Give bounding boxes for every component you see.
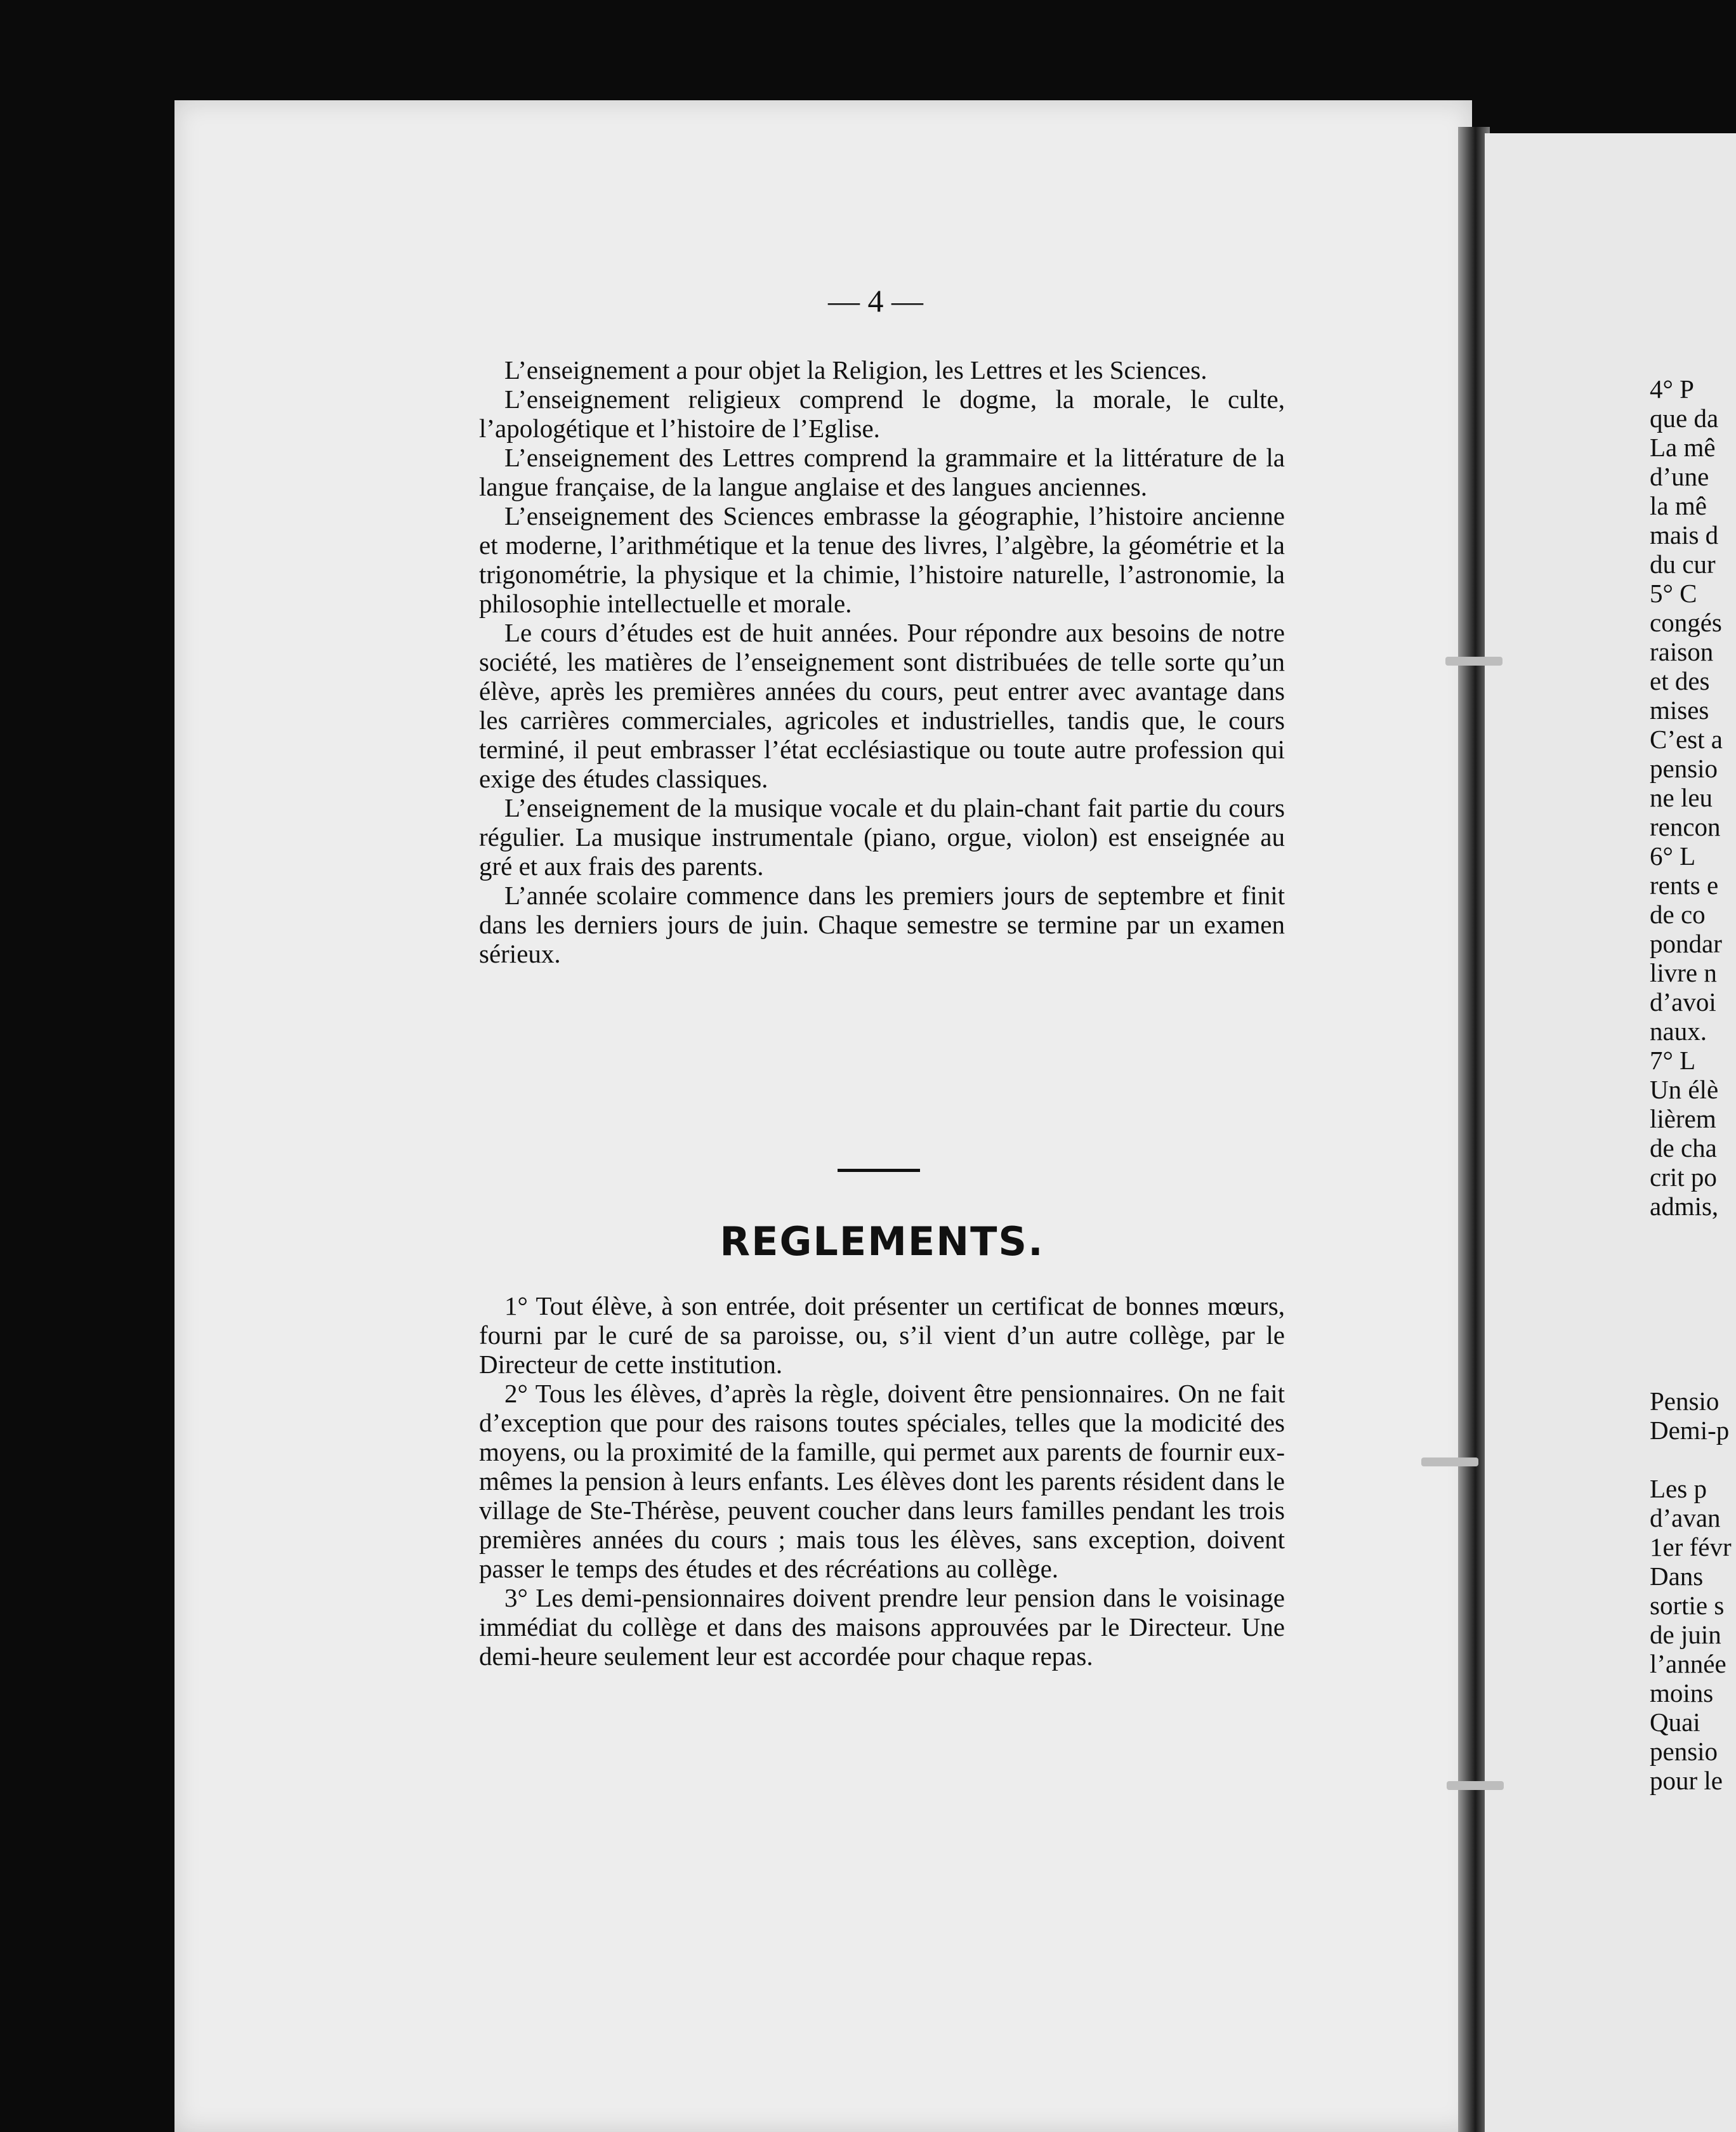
right-page-line: pour le [1650, 1766, 1723, 1795]
right-page-line: d’une [1650, 462, 1709, 491]
right-page-line: Les p [1650, 1474, 1707, 1503]
paragraph: L’enseignement a pour objet la Religion, les Lettres et les Sciences. [504, 355, 1207, 385]
paragraph: L’année scolaire commence dans les premiers jours de septembre et finit dans les derniers jours de juin. Chaque semestre se termine par un examen sérieux. [479, 881, 1285, 968]
rule-item: 3° Les demi-pensionnaires doivent prendre leur pension dans le voisinage immédiat du collège et dans des maisons approuvées par le Directeur. Une demi-heure seulement leur est accordée pour chaque repas. [479, 1583, 1285, 1671]
right-page-line: 4° P [1650, 374, 1694, 404]
page-number: — 4 — [828, 283, 923, 319]
right-page-line: pensio [1650, 1737, 1718, 1766]
right-page-line: de juin [1650, 1620, 1721, 1649]
right-page-line: d’avan [1650, 1503, 1721, 1532]
rule-item: 1° Tout élève, à son entrée, doit présenter un certificat de bonnes mœurs, fourni par le curé de sa paroisse, ou, s’il vient d’un autre collège, par le Directeur de cette institution. [479, 1291, 1285, 1379]
right-page-line: Dans [1650, 1562, 1704, 1591]
right-page-line: La mê [1650, 433, 1716, 462]
right-page-line: livre n [1650, 958, 1717, 987]
right-page-line: mises [1650, 695, 1709, 725]
right-page-line: de cha [1650, 1133, 1717, 1162]
binding-stitch [1421, 1458, 1478, 1466]
right-page-line: rencon [1650, 812, 1721, 841]
right-page-line: lièrem [1650, 1104, 1716, 1133]
right-page-line: la mê [1650, 491, 1707, 520]
right-page-line: raison [1650, 637, 1714, 666]
right-page-line: crit po [1650, 1162, 1717, 1192]
binding-stitch [1445, 657, 1503, 666]
right-page-line: Un élè [1650, 1075, 1719, 1104]
right-page-line: pensio [1650, 754, 1718, 783]
right-page-line: que da [1650, 404, 1719, 433]
right-page-line: 5° C [1650, 579, 1697, 608]
right-page-line: et des [1650, 666, 1710, 695]
paragraph: L’enseignement religieux comprend le dogme, la morale, le culte, l’apologétique et l’histoire de l’Eglise. [479, 385, 1285, 443]
right-page-line: Quai [1650, 1708, 1700, 1737]
paragraph: Le cours d’études est de huit années. Pour répondre aux besoins de notre société, les matières de l’enseignement sont distribuées de telle sorte qu’un élève, après les premières années du cours, peut entrer avec avantage dans les carrières commerciales, agricoles et industrielles, tandis que, le cours terminé, il peut embrasser l’état ecclésiastique ou toute autre profession qui exige des études classiques. [479, 618, 1285, 793]
paragraph: L’enseignement des Sciences embrasse la géographie, l’histoire ancienne et moderne, l’arithmétique et la tenue des livres, l’algèbre, la géométrie et la trigonométrie, la physique et la chimie, l’histoire naturelle, l’astronomie, la philosophie intellectuelle et morale. [479, 501, 1285, 618]
paragraph: L’enseignement des Lettres comprend la grammaire et la littérature de la langue française, de la langue anglaise et des langues anciennes. [479, 443, 1285, 501]
paragraph: L’enseignement de la musique vocale et du plain-chant fait partie du cours régulier. La musique instrumentale (piano, orgue, violon) est enseignée au gré et aux frais des parents. [479, 793, 1285, 881]
right-page-line: Pensio [1650, 1386, 1720, 1416]
right-page-line: rents e [1650, 871, 1719, 900]
right-page-line: sortie s [1650, 1591, 1725, 1620]
right-page-line: l’année [1650, 1649, 1726, 1678]
right-page-line: ne leu [1650, 783, 1713, 812]
right-page-line: de co [1650, 900, 1706, 929]
right-page-line: congés [1650, 608, 1722, 637]
right-page-text-upper [1650, 374, 1736, 1221]
right-page-line: 1er févr [1650, 1532, 1732, 1562]
right-page-line: 6° L [1650, 841, 1696, 871]
right-page-line: admis, [1650, 1192, 1719, 1221]
rule-item: 2° Tous les élèves, d’après la règle, doivent être pensionnaires. On ne fait d’exception que pour des raisons toutes spéciales, telles que la modicité des moyens, ou la proximité de la famille, qui permet aux parents de fournir eux-mêmes la pension à leurs enfants. Les élèves dont les parents résident dans le village de Ste-Thérèse, peuvent coucher dans leurs familles pendant les trois premières années du cours ; mais tous les élèves, sans exception, doivent passer le temps des études et des récréations au collège. [479, 1379, 1285, 1583]
section-divider [838, 1169, 920, 1172]
right-page-line: naux. [1650, 1017, 1707, 1046]
right-page-line: 7° L [1650, 1046, 1696, 1075]
right-page-line: C’est a [1650, 725, 1723, 754]
right-page-line: d’avoi [1650, 987, 1716, 1017]
right-page-line: Demi-p [1650, 1416, 1730, 1445]
right-page-line: mais d [1650, 520, 1719, 549]
binding-stitch [1447, 1781, 1504, 1790]
right-page-line [1650, 1445, 1736, 1474]
right-page-line: pondar [1650, 929, 1722, 958]
section-heading: REGLEMENTS. [720, 1218, 1044, 1265]
right-page-line: moins [1650, 1678, 1714, 1708]
intro-text [479, 355, 1285, 968]
right-page-text-lower [1650, 1386, 1736, 1795]
reglements-text [479, 1291, 1285, 1671]
right-page-line: du cur [1650, 549, 1716, 579]
